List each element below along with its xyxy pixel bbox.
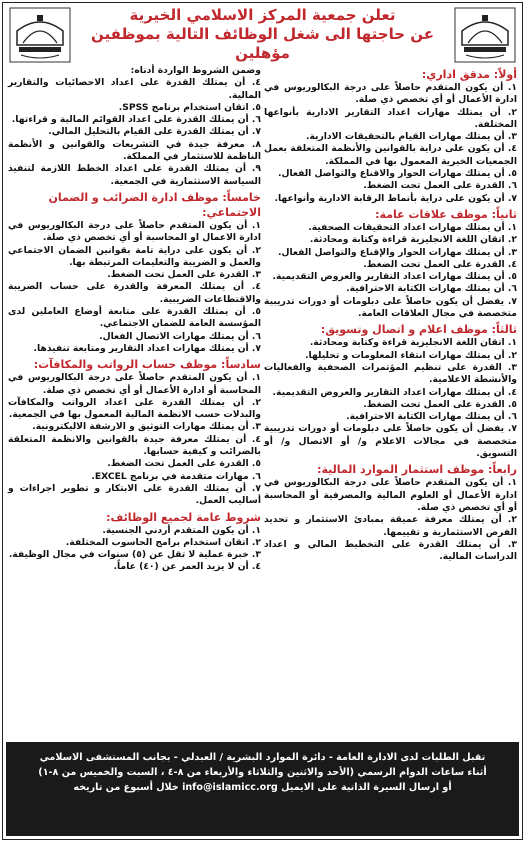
header-subtitle: عن حاجتها الى شغل الوظائف التالية بموظفين مؤهلين xyxy=(90,25,434,62)
left-list-item: ٥. اتقان استخدام برنامج SPSS. xyxy=(118,101,261,113)
right-list-item: ٥. أن يمتلك مهارات اعداد التقارير والعروض التقديمية. xyxy=(272,271,517,283)
left-list-item: ٣. أن يمتلك مهارات التوثيق و الارشفة الاليكترونية. xyxy=(32,421,261,433)
left-column xyxy=(8,65,261,574)
right-list-item: ٢. أن يمتلك مهارات انتقاء المعلومات و تحليلها. xyxy=(305,349,517,361)
left-list-item: ١. أن يكون المتقدم أردني الجنسية. xyxy=(102,524,261,536)
left-list-item: ٥. القدرة على العمل تحت الضغط. xyxy=(107,458,261,470)
society-logo-icon xyxy=(9,7,71,63)
left-list-item: ٤. أن يمتلك معرفة جيدة بالقوانين والانظمة المتعلقة بالضرائب و كيفية حسابها. xyxy=(8,433,261,458)
right-list-item: ٢. اتقان اللغة الانجليزية قراءة وكتابة ومحادثة. xyxy=(309,234,517,246)
header-title: تعلن جمعية المركز الاسلامي الخيرية xyxy=(129,6,396,24)
right-list-item: ٧. يفضل أن يكون حاصلاً على دبلومات أو دورات تدريبية متخصصة في مجال العلاقات العامة. xyxy=(264,295,517,320)
right-list-item: ٢. أن يمتلك مهارات اعداد التقارير الادارية بأنواعها المختلفة. xyxy=(264,106,517,130)
left-list-item: ٤. أن لا يزيد العمر عن (٤٠) عاماً. xyxy=(113,561,261,573)
society-logo-icon xyxy=(454,7,516,63)
left-list-item: ٤. أن يمتلك المعرفة والقدرة على حساب الضريبة والاقتطاعات الضريبية. xyxy=(8,281,261,305)
left-list-item: ٦. مهارات متقدمة في برنامج EXCEL. xyxy=(91,470,261,482)
right-list-item: ٦. أن يمتلك مهارات الكتابة الاحترافية. xyxy=(346,283,517,295)
left-list-item: ٦. أن يمتلك القدرة على اعداد القوائم المالية و قراءتها. xyxy=(11,114,261,126)
footer-line-1: تقبل الطلبات لدى الادارة العامة - دائرة الموارد البشرية / العبدلي - بجانب المستشفى الاسلامي xyxy=(39,752,486,763)
right-list-item: ٢. أن يمتلك معرفة عميقة بمبادئ الاستثمار و تحديد الفرص الاستثمارية و تقييمها. xyxy=(264,514,517,538)
footer-line-3: أو ارسال السيرة الذاتية على الايميل info@islamicc.org خلال أسبوع من تاريخه xyxy=(73,782,452,793)
right-list-item: ١. أن يكون المتقدم حاصلاً على درجة البكالوريوس في ادارة الأعمال أو العلوم المالية والمصرفية أو المحاسبة أو أي تخصص ذي صلة. xyxy=(264,477,517,513)
right-section-title: ثانياً: موظف علاقات عامة: xyxy=(375,207,517,221)
footer-line-2: أثناء ساعات الدوام الرسمي (الأحد والاثنين والثلاثاء والأربعاء من ٨-٤ ، السبت والخميس من ٨-١) xyxy=(38,767,487,778)
right-list-item: ٤. القدرة على العمل تحت الضغط. xyxy=(363,258,517,270)
left-list-item: ٦. أن يمتلك مهارات الاتصال الفعال. xyxy=(99,330,261,342)
right-section-title: أولاً: مدقق اداري: xyxy=(421,68,517,81)
left-list-item: ٥. أن يمتلك القدرة على متابعة أوضاع العاملين لدى المؤسسة العامة للضمان الاجتماعي. xyxy=(8,306,261,330)
left-list-item: ٣. القدرة على العمل تحت الضغط. xyxy=(107,269,261,281)
right-column xyxy=(264,65,517,563)
right-section-title: ثالثاً: موظف اعلام و اتصال وتسويق: xyxy=(320,323,517,337)
left-section-title: خامساً: موظف ادارة الضرائب و الضمان الاجتماعي: xyxy=(48,190,261,219)
header-text xyxy=(83,6,442,63)
left-list-item: ٧. أن يمتلك مهارات اعداد التقارير ومتابعة تنفيذها. xyxy=(33,342,261,354)
right-list-item: ٣. أن يمتلك القدرة على التخطيط المالي و اعداد الدراسات المالية. xyxy=(264,538,517,563)
left-section-title: سادساً: موظف حساب الرواتب والمكافآت: xyxy=(33,358,261,372)
ad-header xyxy=(3,3,522,67)
right-list-item: ٤. أن يمتلك مهارات اعداد التقارير والعروض التقديمية. xyxy=(272,386,517,398)
left-list-item: ١. أن يكون المتقدم حاصلاً على درجة البكالوريوس في المحاسبة أو ادارة الأعمال أو أي تخصص ذي صلة. xyxy=(8,372,261,396)
right-list-item: ١. اتقان اللغة الانجليزية قراءة وكتابة ومحادثة. xyxy=(309,337,517,349)
right-list-item: ٦. القدرة على العمل تحت الضغط. xyxy=(363,180,517,192)
right-list-item: ٧. يفضل أن يكون حاصلاً على دبلومات أو دورات تدريبية متخصصة في مجالات الاعلام و/ أو الاتصال و/ أو التسويق. xyxy=(264,423,517,460)
left-list-item: ٩. أن يمتلك القدرة على اعداد الخطط اللازمة لتنفيذ السياسة الاستثمارية في الجمعية. xyxy=(8,163,261,187)
right-list-item: ٣. القدرة على تنظيم المؤتمرات الصحفية والفعاليات والأنشطة الاعلامية. xyxy=(264,361,517,386)
right-list-item: ١. أن يكون المتقدم حاصلاً على درجة البكالوريوس في ادارة الأعمال أو أي تخصص ذي صلة. xyxy=(264,82,517,106)
left-list-item: ١. أن يكون المتقدم حاصلاً على درجة البكالوريوس في ادارة الاعمال او المحاسبة أو أي تخصص ذي صلة. xyxy=(8,219,261,244)
right-list-item: ٤. أن يكون على دراية بالقوانين والأنظمة المتعلقة بعمل الجمعيات الخيرية المعمول بها في المملكة. xyxy=(264,143,517,167)
left-list-item: ٧. أن يمتلك القدرة على الابتكار و تطوير اجراءات و أساليب العمل. xyxy=(8,482,261,507)
right-list-item: ٥. القدرة على العمل تحت الضغط. xyxy=(363,398,517,410)
application-footer xyxy=(6,742,519,836)
left-list-item: ٢. اتقان استخدام برامج الحاسوب المختلفة. xyxy=(65,536,261,548)
advertisement-page xyxy=(2,2,523,840)
right-list-item: ٦. أن يمتلك مهارات الكتابة الاحترافية. xyxy=(346,411,517,423)
left-list-item: ٢. أن يكون على دراية تامة بقوانين الضمان الاجتماعي والعمل و الضريبة والتعليمات المرتبطة بها. xyxy=(8,244,261,268)
left-list-item: ٢. أن يمتلك القدرة على اعداد الرواتب والمكافآت والبدلات حسب الانظمة المالية المعمول بها في الجمعية. xyxy=(8,396,261,421)
content-columns xyxy=(8,65,517,737)
right-section-title: رابعاً: موظف استثمار الموارد المالية: xyxy=(317,463,517,477)
left-section-title: شروط عامة لجميع الوظائف: xyxy=(106,510,261,524)
left-list-item: ٣. خبرة عملية لا تقل عن (٥) سنوات في مجال الوظيفة. xyxy=(8,549,261,561)
right-list-item: ١. أن يمتلك مهارات اعداد التحقيقات الصحفية. xyxy=(308,221,517,233)
right-list-item: ٣. أن يمتلك مهارات القيام بالتحقيقات الادارية. xyxy=(305,131,517,143)
conditions-intro: وضمن الشروط الواردة أدناه: xyxy=(130,65,261,76)
right-list-item: ٧. أن يكون على دراية بأنماط الرقابة الادارية وأنواعها. xyxy=(274,192,517,204)
left-list-item: ٧. أن يمتلك القدرة على القيام بالتحليل المالي. xyxy=(48,126,261,138)
right-list-item: ٣. أن يمتلك مهارات الحوار والإقناع والتواصل الفعال. xyxy=(278,246,517,258)
right-list-item: ٥. أن يمتلك مهارات الحوار والاقناع والتواصل الفعال. xyxy=(278,168,517,180)
left-list-item: ٤. أن يمتلك القدرة على اعداد الاحصائيات والتقارير المالية. xyxy=(8,77,261,101)
left-list-item: ٨. معرفة جيدة في التشريعات والقوانين و الأنظمة الناظمة للاستثمار في المملكة. xyxy=(8,138,261,163)
